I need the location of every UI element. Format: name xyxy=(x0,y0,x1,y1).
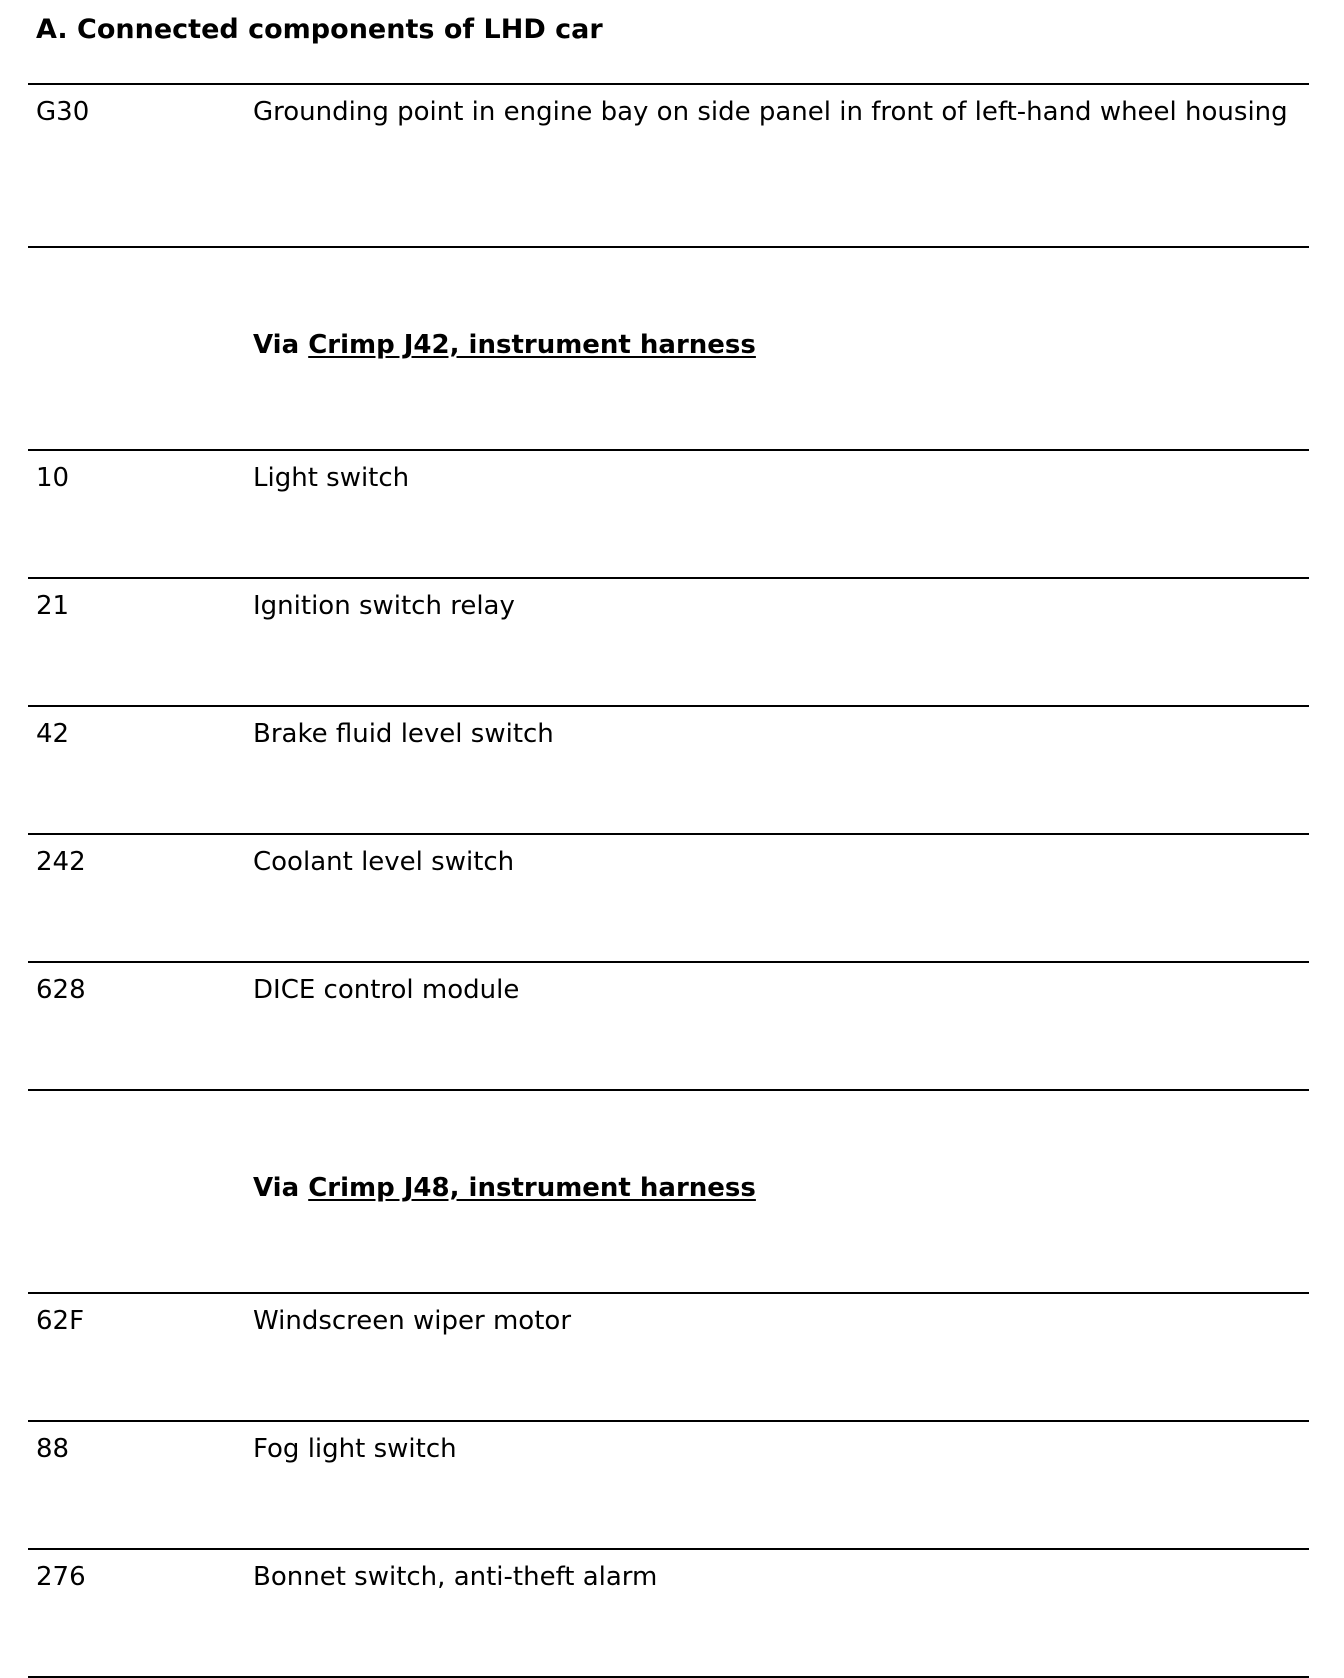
component-code: 62F xyxy=(36,1306,85,1336)
component-code: 88 xyxy=(36,1434,70,1464)
section-heading xyxy=(253,1171,756,1205)
section-row xyxy=(28,246,1309,449)
table-row xyxy=(28,833,1309,961)
component-code: 242 xyxy=(36,847,86,877)
component-description: Ignition switch relay xyxy=(253,591,515,621)
page-title: A. Connected components of LHD car xyxy=(36,14,603,45)
component-description: DICE control module xyxy=(253,975,520,1005)
section-heading xyxy=(253,328,756,362)
section-prefix: Via xyxy=(253,1173,300,1203)
components-table xyxy=(28,83,1309,1678)
component-description: Fog light switch xyxy=(253,1434,457,1464)
component-description: Bonnet switch, anti-theft alarm xyxy=(253,1562,658,1592)
component-description: Windscreen wiper motor xyxy=(253,1306,572,1336)
crimp-j42-link[interactable]: Crimp J42, instrument harness xyxy=(308,330,756,360)
component-code: 276 xyxy=(36,1562,86,1592)
table-row xyxy=(28,961,1309,1089)
component-code: 42 xyxy=(36,719,70,749)
table-row xyxy=(28,83,1309,246)
section-prefix: Via xyxy=(253,330,300,360)
component-description: Grounding point in engine bay on side panel in front of left-hand wheel housing xyxy=(253,97,1288,127)
component-description: Brake fluid level switch xyxy=(253,719,554,749)
table-row xyxy=(28,1548,1309,1678)
table-row xyxy=(28,705,1309,833)
component-description: Coolant level switch xyxy=(253,847,515,877)
table-row xyxy=(28,577,1309,705)
crimp-j48-link[interactable]: Crimp J48, instrument harness xyxy=(308,1173,756,1203)
section-row xyxy=(28,1089,1309,1292)
component-code: 21 xyxy=(36,591,70,621)
table-row xyxy=(28,1292,1309,1420)
table-row xyxy=(28,449,1309,577)
component-code: 628 xyxy=(36,975,86,1005)
table-row xyxy=(28,1420,1309,1548)
component-code: G30 xyxy=(36,97,90,127)
component-description: Light switch xyxy=(253,463,410,493)
component-code: 10 xyxy=(36,463,70,493)
